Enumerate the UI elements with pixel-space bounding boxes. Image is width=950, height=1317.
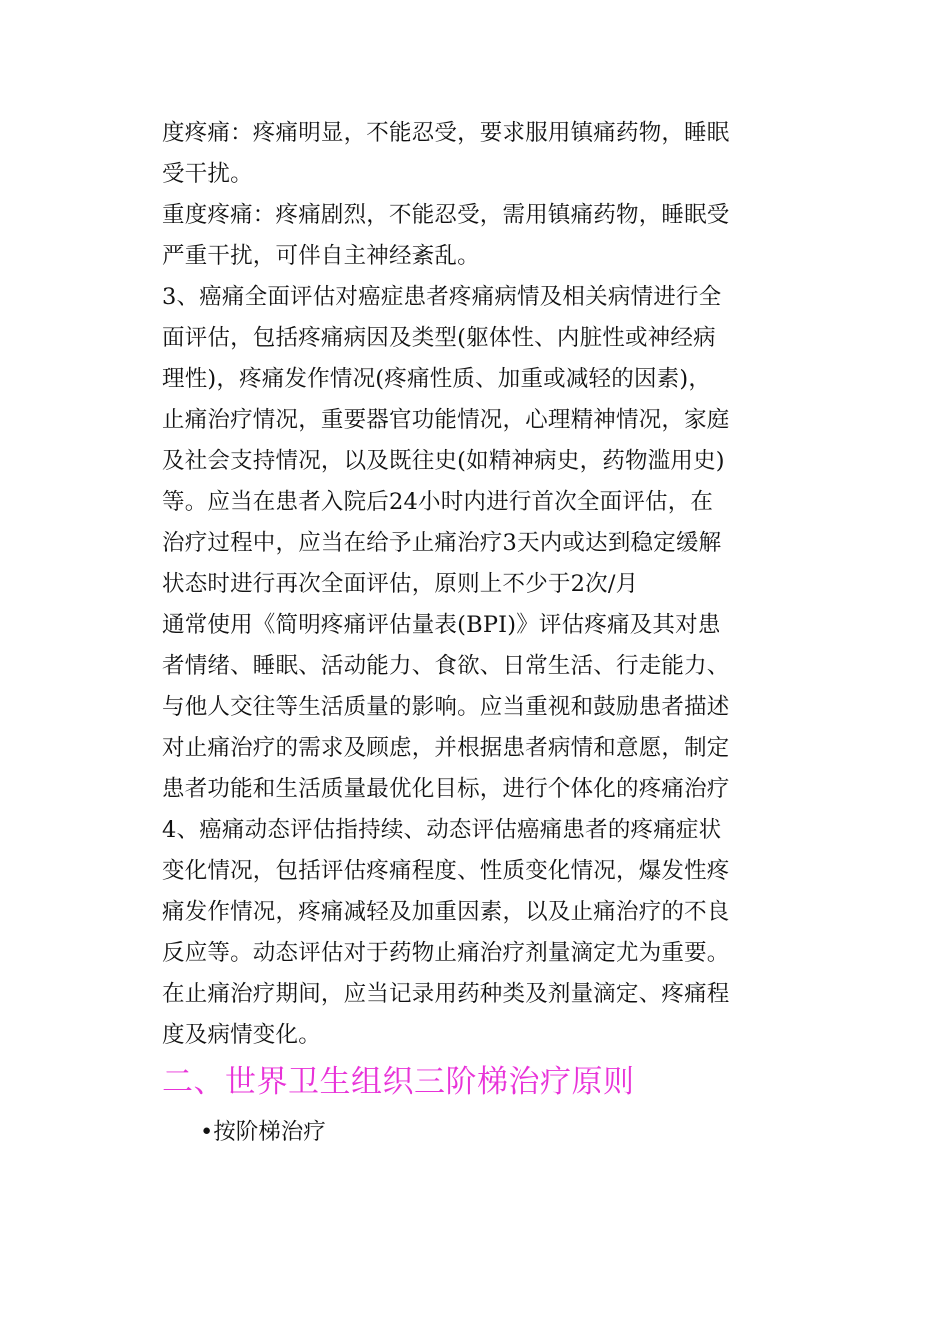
text-line: 3、癌痛全面评估对癌症患者疼痛病情及相关病情进行全 [162,284,722,310]
text-line: 受干扰。 [162,161,253,187]
text-line: 度及病情变化。 [162,1022,321,1048]
text-line: 通常使用《简明疼痛评估量表(BPI)》评估疼痛及其对患 [162,612,721,638]
text-line: 反应等。动态评估对于药物止痛治疗剂量滴定尤为重要。 [162,940,730,966]
text-line: 止痛治疗情况，重要器官功能情况，心理精神情况，家庭 [162,407,730,433]
text-line: 与他人交往等生活质量的影响。应当重视和鼓励患者描述 [162,694,730,720]
paragraph-severe-pain [162,195,802,277]
paragraph-moderate-pain [162,113,802,195]
text-line: 患者功能和生活质量最优化目标，进行个体化的疼痛治疗 [162,776,730,802]
text-line: 严重干扰，可伴自主神经紊乱。 [162,243,480,269]
text-line: 4、癌痛动态评估指持续、动态评估癌痛患者的疼痛症状 [162,817,722,843]
text-line: 等。应当在患者入院后24小时内进行首次全面评估，在 [162,489,714,515]
text-line: 及社会支持情况，以及既往史(如精神病史，药物滥用史) [162,448,725,474]
text-line: 状态时进行再次全面评估，原则上不少于2次/月 [162,571,639,597]
paragraph-comprehensive-assessment [162,277,802,605]
paragraph-dynamic-assessment [162,810,802,1056]
text-line: 对止痛治疗的需求及顾虑，并根据患者病情和意愿，制定 [162,735,730,761]
bullet-item: •按阶梯治疗 [200,1119,326,1145]
text-line: 在止痛治疗期间，应当记录用药种类及剂量滴定、疼痛程 [162,981,730,1007]
text-line: 理性)，疼痛发作情况(疼痛性质、加重或减轻的因素)， [162,366,712,392]
text-line: 者情绪、睡眠、活动能力、食欲、日常生活、行走能力、 [162,653,730,679]
text-line: 变化情况，包括评估疼痛程度、性质变化情况，爆发性疼 [162,858,730,884]
text-line: 痛发作情况，疼痛减轻及加重因素，以及止痛治疗的不良 [162,899,730,925]
paragraph-bpi [162,605,802,810]
text-line: 度疼痛：疼痛明显，不能忍受，要求服用镇痛药物，睡眠 [162,120,730,146]
text-line: 治疗过程中，应当在给予止痛治疗3天内或达到稳定缓解 [162,530,722,556]
text-line: 面评估，包括疼痛病因及类型(躯体性、内脏性或神经病 [162,325,716,351]
text-line: 重度疼痛：疼痛剧烈，不能忍受，需用镇痛药物，睡眠受 [162,202,730,228]
section-heading: 二、世界卫生组织三阶梯治疗原则 [162,1064,635,1100]
body-text [162,113,802,1056]
